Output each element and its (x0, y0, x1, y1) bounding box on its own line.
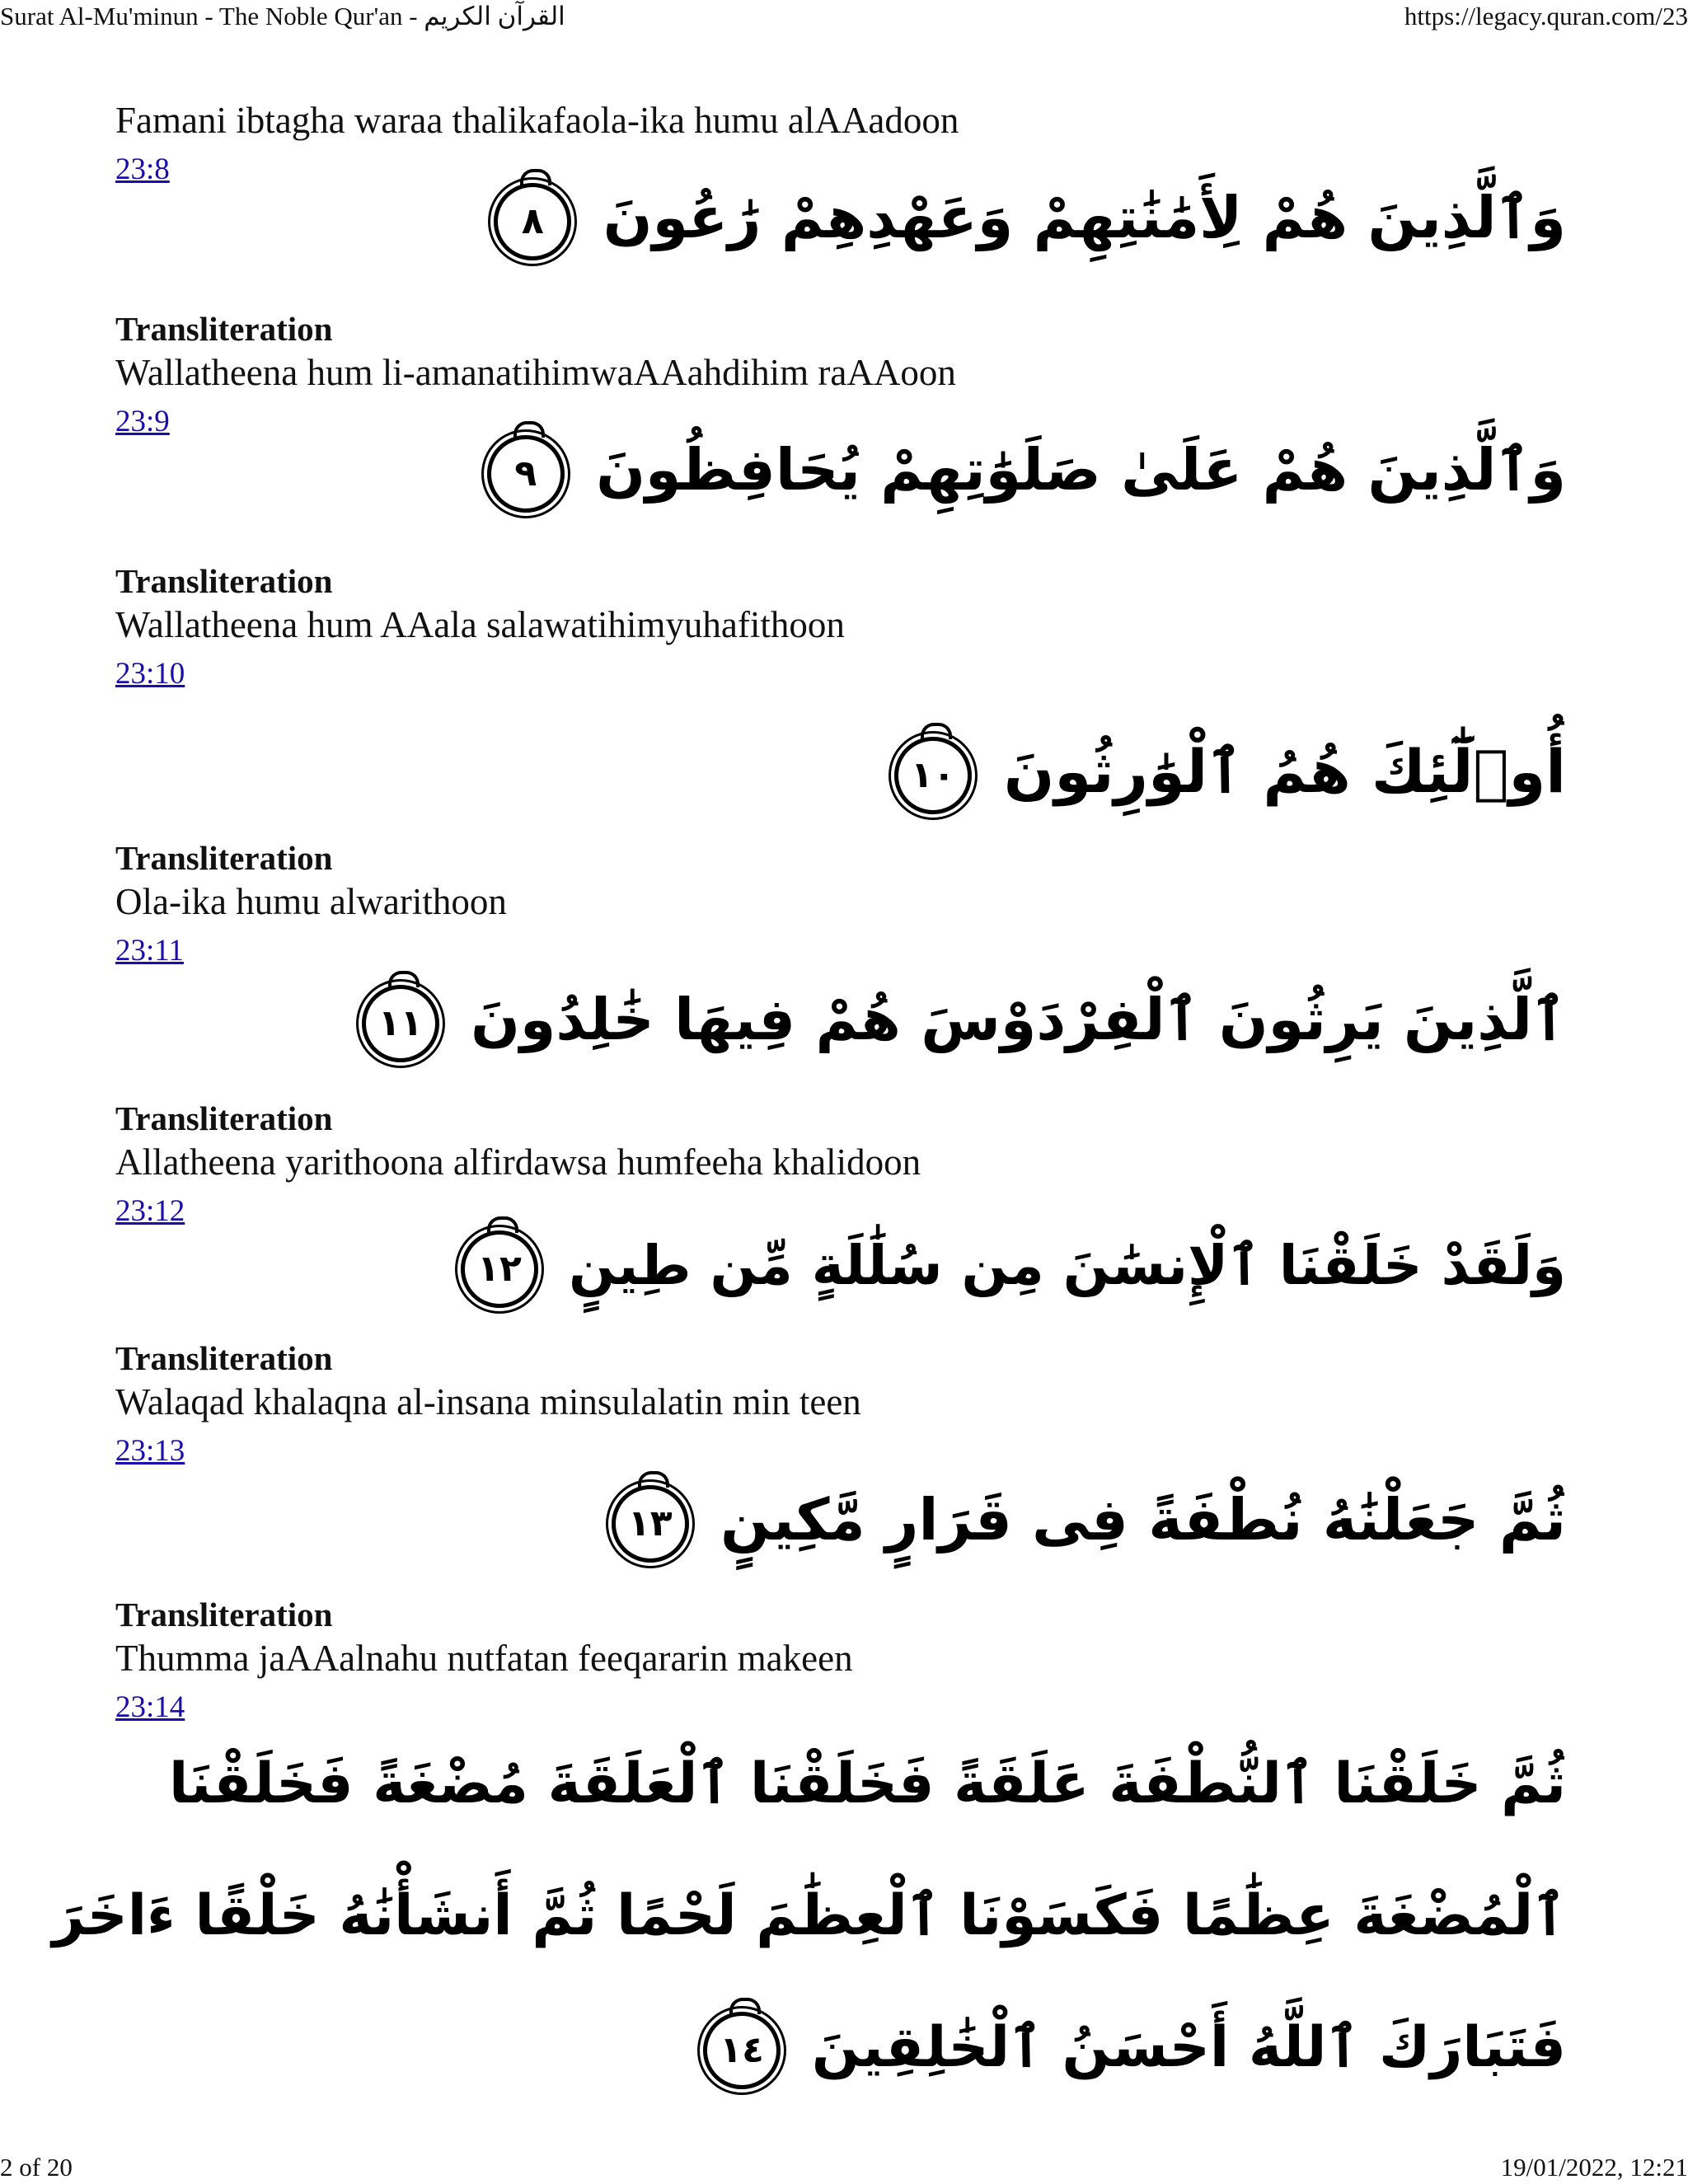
transliteration-label: Transliteration (115, 1596, 333, 1633)
arabic-line: ٱلَّذِينَ يَرِثُونَ ٱلْفِرْدَوْسَ هُمْ فِيهَا خَٰلِدُونَ (471, 986, 1566, 1053)
verse-transliteration: Walaqad khalaqna al-insana minsulalatin min teen (115, 1381, 861, 1422)
page-header-url: https://legacy.quran.com/23 (1404, 2, 1688, 30)
verse-transliteration: Wallatheena hum AAala salawatihimyuhafithoon (115, 604, 845, 645)
transliteration-label: Transliteration (115, 562, 333, 600)
verse-arabic-text (52, 1718, 1566, 2114)
arabic-line: أُو۟لَٰٓئِكَ هُمُ ٱلْوَٰرِثُونَ (1003, 737, 1566, 806)
verse-transliteration: Allatheena yarithoona alfirdawsa humfeeha khalidoon (115, 1141, 921, 1183)
carryover-transliteration: Famani ibtagha waraa thalikafaola-ika humu alAAadoon (115, 100, 959, 141)
page-footer-datetime: 19/01/2022, 12:21 (1500, 2153, 1688, 2182)
verse-number-marker: ١١ (362, 985, 439, 1062)
verse-arabic-text (600, 1470, 1566, 1569)
arabic-line: وَٱلَّذِينَ هُمْ لِأَمَٰنَٰتِهِمْ وَعَهْدِهِمْ رَٰعُونَ (603, 184, 1566, 251)
verse-ref-link[interactable]: 23:12 (115, 1194, 185, 1228)
verse-number-marker: ١٠ (894, 737, 972, 814)
transliteration-label: Transliteration (115, 1339, 333, 1377)
verse-arabic-text (482, 168, 1566, 267)
verse-ref-link[interactable]: 23:11 (115, 934, 184, 968)
verse-23-14 (52, 1690, 1582, 2126)
verse-arabic-text (883, 722, 1566, 821)
verse-number-marker: ٩ (487, 435, 565, 513)
verse-ref-link[interactable]: 23:8 (115, 152, 170, 186)
verse-transliteration: Ola-ika humu alwarithoon (115, 881, 507, 922)
verse-transliteration: Wallatheena hum li-amanatihimwaAAahdihim raAAoon (115, 352, 956, 393)
surah-content (52, 97, 1582, 2126)
verse-arabic-text (476, 420, 1566, 519)
verse-transliteration: Thumma jaAAalnahu nutfatan feeqararin makeen (115, 1638, 853, 1679)
verse-23-10 (115, 656, 1582, 837)
arabic-line: وَٱلَّذِينَ هُمْ عَلَىٰ صَلَوَٰتِهِمْ يُحَافِظُونَ (596, 436, 1566, 504)
verse-ref-link[interactable]: 23:14 (115, 1690, 185, 1724)
verse-arabic-text (449, 1218, 1566, 1313)
verse-23-13 (115, 1433, 1582, 1594)
verse-number-marker: ١٤ (703, 2012, 781, 2089)
verse-23-11 (115, 933, 1582, 1098)
transliteration-label: Transliteration (115, 839, 333, 877)
verse-ref-link[interactable]: 23:10 (115, 657, 185, 691)
arabic-line-with-marker (52, 1982, 1566, 2114)
arabic-line: ٱلْمُضْغَةَ عِظَٰمًا فَكَسَوْنَا ٱلْعِظَٰمَ لَحْمًا ثُمَّ أَنشَأْنَٰهُ خَلْقًا ءَاخَرَ (52, 1883, 1566, 1948)
page-footer-page-count: 2 of 20 (0, 2153, 73, 2182)
verse-23-12 (115, 1193, 1582, 1338)
verse-23-9 (115, 404, 1582, 560)
arabic-line: وَلَقَدْ خَلَقْنَا ٱلْإِنسَٰنَ مِن سُلَٰلَةٍ مِّن طِينٍ (568, 1234, 1566, 1297)
verse-number-marker: ٨ (494, 183, 571, 260)
arabic-line: ثُمَّ جَعَلْنَٰهُ نُطْفَةً فِى قَرَارٍ مَّكِينٍ (720, 1486, 1566, 1554)
verse-ref-link[interactable]: 23:9 (115, 405, 170, 438)
arabic-line-text: فَتَبَارَكَ ٱللَّهُ أَحْسَنُ ٱلْخَٰلِقِينَ (811, 2015, 1566, 2080)
page-header-title: Surat Al-Mu'minun - The Noble Qur'an - القرآن الكريم (0, 2, 565, 30)
verse-ref-link[interactable]: 23:13 (115, 1434, 185, 1468)
transliteration-label: Transliteration (115, 310, 333, 348)
arabic-line: ثُمَّ خَلَقْنَا ٱلنُّطْفَةَ عَلَقَةً فَخَلَقْنَا ٱلْعَلَقَةَ مُضْغَةً فَخَلَقْنَا (169, 1751, 1566, 1816)
transliteration-label: Transliteration (115, 1099, 333, 1137)
verse-number-marker: ١٣ (612, 1485, 689, 1563)
verse-arabic-text (350, 970, 1566, 1069)
verse-23-8 (115, 152, 1582, 308)
verse-number-marker: ١٢ (461, 1230, 538, 1308)
